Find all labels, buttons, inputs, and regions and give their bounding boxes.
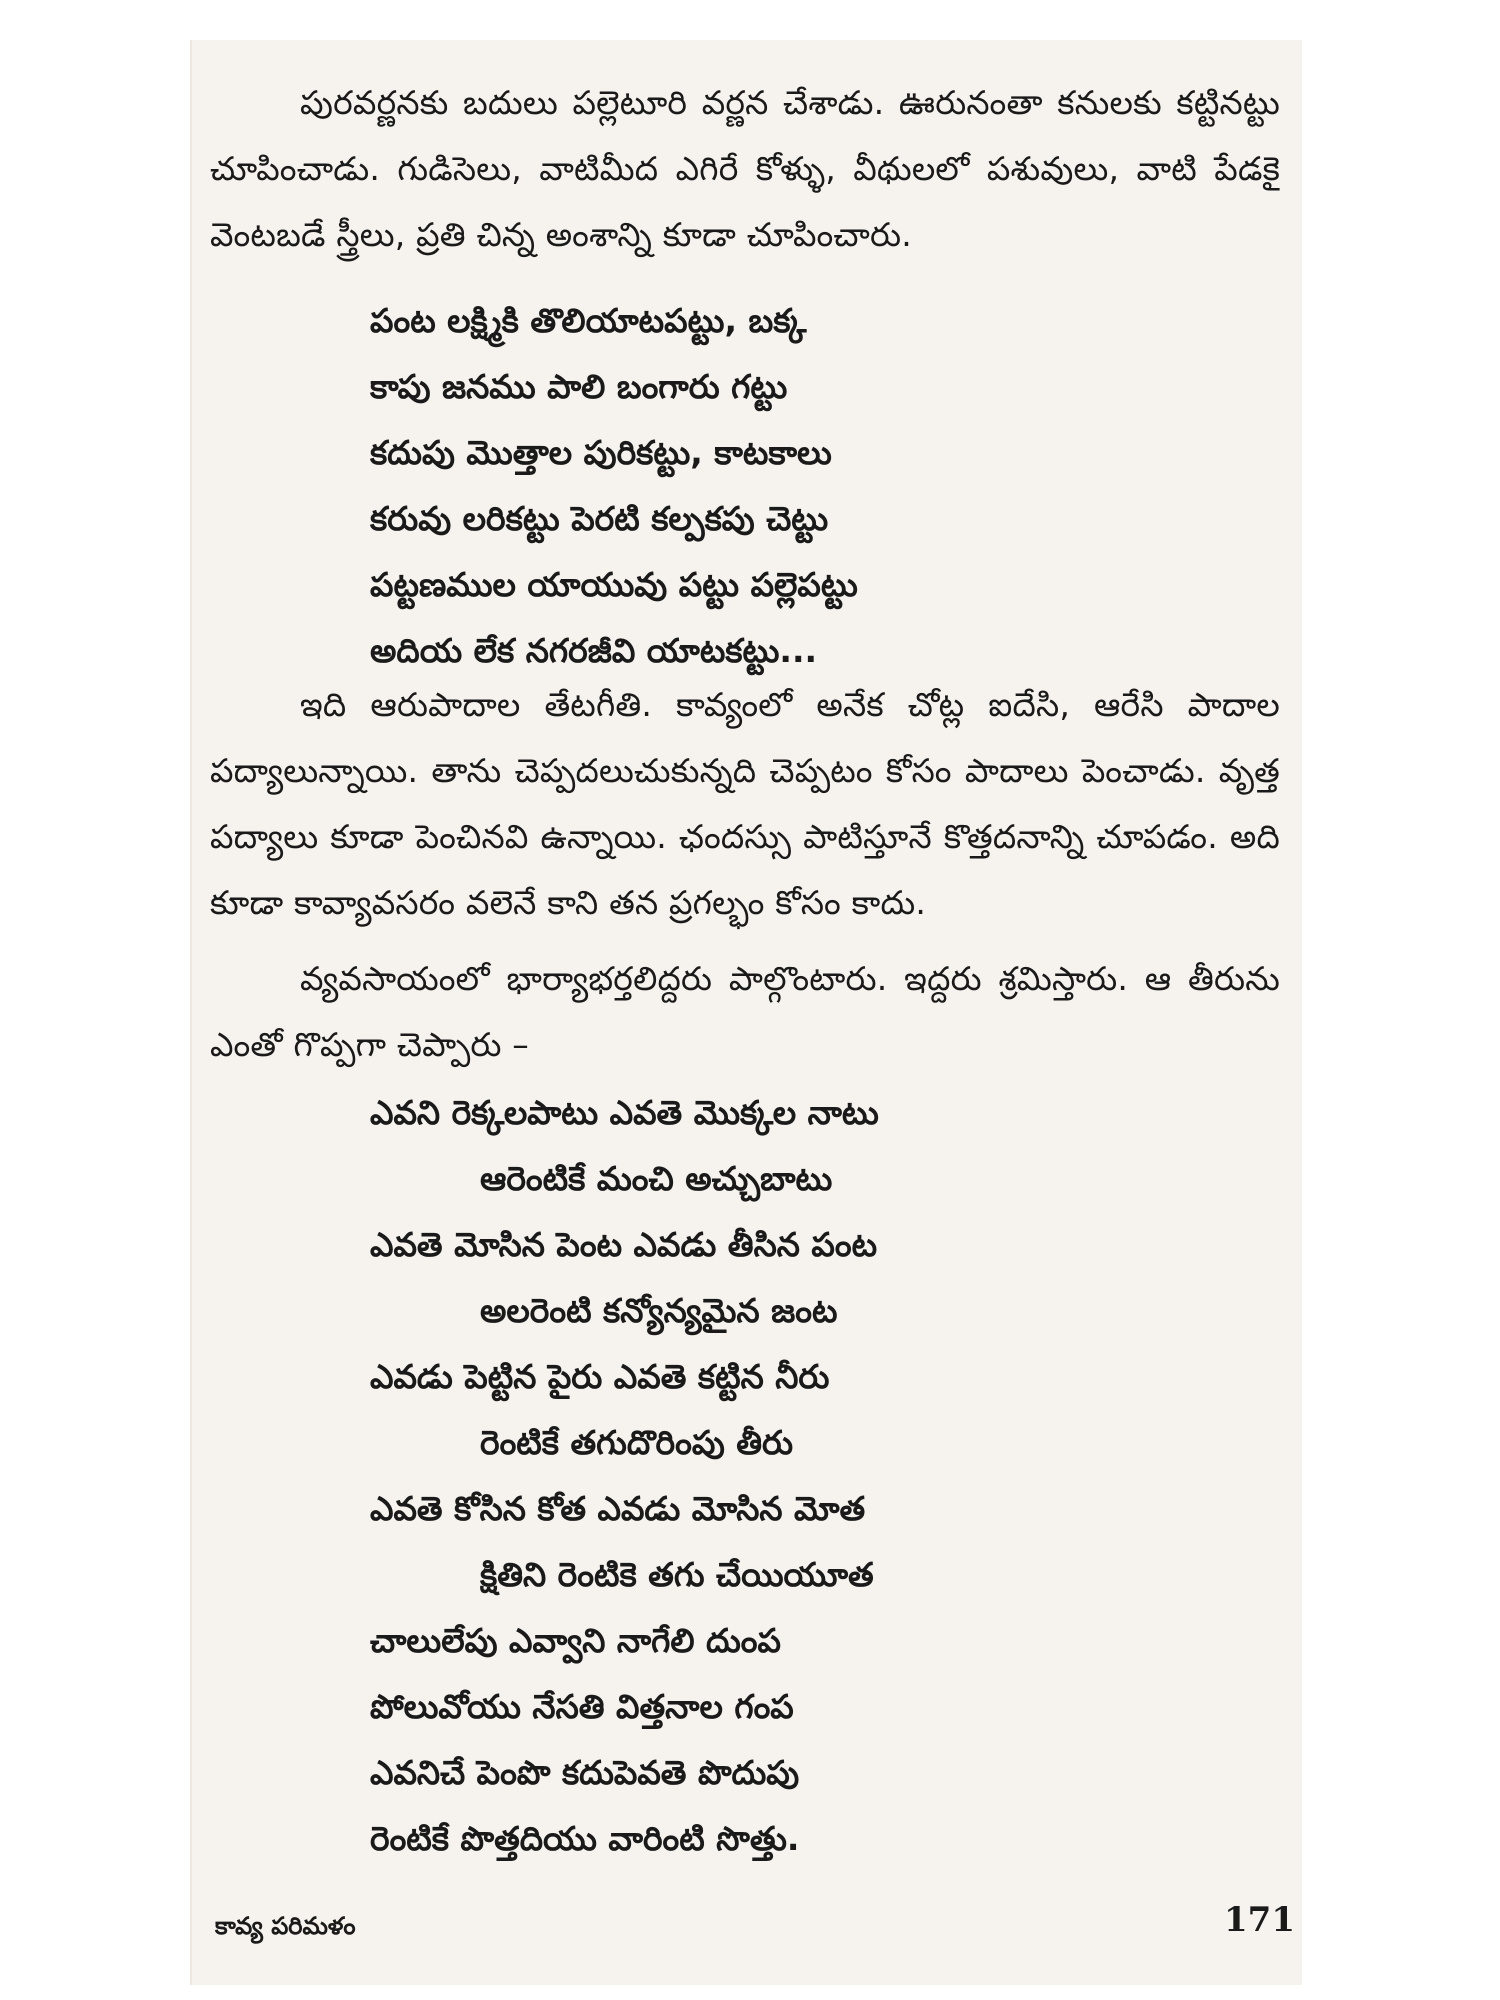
poem-line: చాలులేపు ఎవ్వాని నాగేలి దుంప <box>370 1621 781 1660</box>
poem-line: ఆరెంటికే మంచి అచ్చుబాటు <box>480 1159 833 1198</box>
poem-line: క్షితిని రెంటికె తగు చేయియూత <box>480 1555 874 1594</box>
poem-line: పంట లక్ష్మికి తొలియాటపట్టు, బక్క <box>370 301 807 340</box>
paragraph-1 <box>210 70 1280 276</box>
poem-line: ఎవడు పెట్టిన పైరు ఎవతె కట్టిన నీరు <box>370 1357 830 1396</box>
paragraph-2 <box>210 672 1280 944</box>
page-number: 171 <box>1224 1900 1295 1940</box>
poem-line: రెంటికే పొత్తదియు వారింటి సొత్తు. <box>370 1819 800 1858</box>
poem-line: రెంటికే తగుదొరింపు తీరు <box>480 1423 794 1462</box>
paragraph-text: పురవర్ణనకు బదులు పల్లెటూరి వర్ణన చేశాడు. ఊరునంతా కనులకు కట్టినట్టు చూపించాడు. గుడిసెలు, వాటిమీద ఎగిరే కోళ్ళు, వీథులలో పశువులు, వాటి పేడకై వెంటబడే స్త్రీలు, ప్రతి చిన్న అంశాన్ని కూడా చూపించారు. <box>210 83 1280 254</box>
poem-line: పట్టణముల యాయువు పట్టు పల్లెపట్టు <box>370 565 858 604</box>
poem-line: కరువు లరికట్టు పెరటి కల్పకపు చెట్టు <box>370 499 829 538</box>
book-title-footer: కావ్య పరిమళం <box>215 1912 356 1940</box>
poem-line: అదియ లేక నగరజీవి యాటకట్టు... <box>370 631 818 670</box>
poem-1 <box>370 288 858 684</box>
poem-line: అలరెంటి కన్యోన్యమైన జంట <box>480 1291 838 1330</box>
poem-line: కాపు జనము పాలి బంగారు గట్టు <box>370 367 788 406</box>
poem-2 <box>370 1080 879 1872</box>
poem-line: ఎవని రెక్కలపాటు ఎవతె మొక్కల నాటు <box>370 1093 879 1132</box>
poem-line: పోలువోయు నేసతి విత్తనాల గంప <box>370 1687 794 1726</box>
poem-line: ఎవనిచే పెంపొ కదుపెవతె పొదుపు <box>370 1753 800 1792</box>
paragraph-text: ఇది ఆరుపాదాల తేటగీతి. కావ్యంలో అనేక చోట్ల ఐదేసి, ఆరేసి పాదాల పద్యాలున్నాయి. తాను చెప్పదలుచుకున్నది చెప్పటం కోసం పాదాలు పెంచాడు. వృత్త పద్యాలు కూడా పెంచినవి ఉన్నాయి. ఛందస్సు పాటిస్తూనే కొత్తదనాన్ని చూపడం. అది కూడా కావ్యావసరం వలెనే కాని తన ప్రగల్భం కోసం కాదు. <box>210 685 1280 922</box>
poem-line: ఎవతె మోసిన పెంట ఎవడు తీసిన పంట <box>370 1225 878 1264</box>
paragraph-3 <box>210 946 1280 1086</box>
poem-line: కదుపు మొత్తాల పురికట్టు, కాటకాలు <box>370 433 832 472</box>
poem-line: ఎవతె కోసిన కోత ఎవడు మోసిన మోత <box>370 1489 866 1528</box>
paragraph-text: వ్యవసాయంలో భార్యాభర్తలిద్దరు పాల్గొంటారు. ఇద్దరు శ్రమిస్తారు. ఆ తీరును ఎంతో గొప్పగా చెప్పారు – <box>210 959 1280 1064</box>
